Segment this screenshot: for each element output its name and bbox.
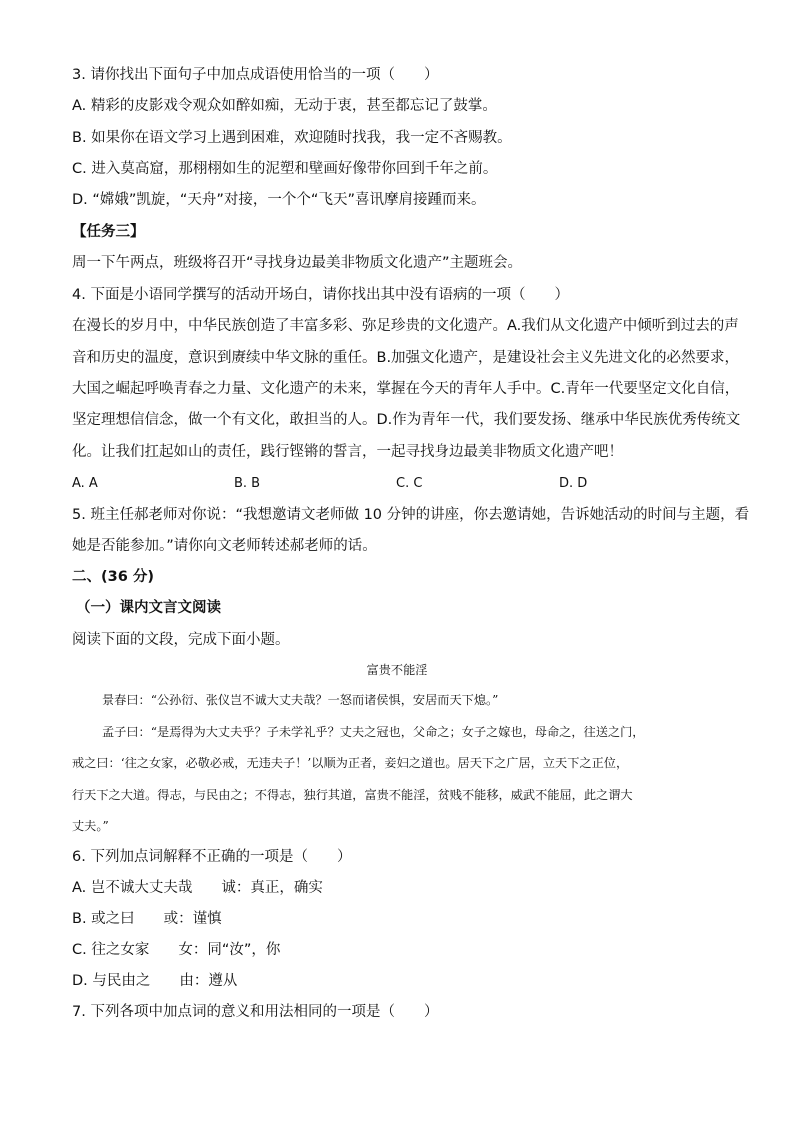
task-3-intro: 周一下午两点，班级将召开“寻找身边最美非物质文化遗产”主题班会。: [72, 255, 523, 271]
question-3-option-b: B. 如果你在语文学习上遇到困难，欢迎随时找我，我一定不吝赐教。: [72, 130, 512, 146]
passage-line: 丈夫。”: [72, 819, 109, 833]
question-3-stem: 3. 请你找出下面句子中加点成语使用恰当的一项（ ）: [72, 67, 439, 83]
question-5-line: 5. 班主任郝老师对你说：“我想邀请文老师做 10 分钟的讲座，你去邀请她，告诉她活动的时间与主题，看: [72, 507, 750, 523]
question-5-line: 她是否能参加。”请你向文老师转述郝老师的话。: [72, 538, 377, 554]
question-7-stem: 7. 下列各项中加点词的意义和用法相同的一项是（ ）: [72, 1004, 439, 1020]
question-6-option-b: B. 或之曰 或：谨慎: [72, 911, 222, 927]
question-4-choice-c: C. C: [396, 476, 423, 491]
question-4-passage-line: 音和历史的温度，意识到赓续中华文脉的重任。B.加强文化遗产，是建设社会主义先进文化的必然要求，: [72, 350, 740, 366]
question-3-option-d: D. “嫦娥”凯旋，“天舟”对接，一个个“飞天”喜讯摩肩接踵而来。: [72, 192, 486, 208]
question-4-passage-line: 大国之崛起呼唤青春之力量、文化遗产的未来，掌握在今天的青年人手中。C.青年一代要坚定文化自信，: [72, 381, 740, 397]
question-4-passage-line: 化。让我们扛起如山的责任，践行铿锵的誓言，一起寻找身边最美非物质文化遗产吧！: [72, 444, 623, 460]
question-3-option-a: A. 精彩的皮影戏令观众如醉如痴，无动于衷，甚至都忘记了鼓掌。: [72, 98, 497, 114]
question-6-option-d: D. 与民由之 由：遵从: [72, 973, 238, 989]
question-4-passage-line: 坚定理想信信念，做一个有文化，敢担当的人。D.作为青年一代，我们要发扬、继承中华民族优秀传统文: [72, 412, 741, 428]
question-4-choice-a: A. A: [72, 476, 98, 491]
question-6-stem: 6. 下列加点词解释不正确的一项是（ ）: [72, 849, 352, 865]
passage-line: 行天下之大道。得志，与民由之；不得志，独行其道，富贵不能淫，贫贱不能移，威武不能屈，此之谓大: [72, 788, 633, 802]
passage-line: 孟子曰：“是焉得为大丈夫乎？子未学礼乎？丈夫之冠也，父命之；女子之嫁也，母命之，往送之门，: [102, 725, 645, 739]
passage-line: 景春曰：“公孙衍、张仪岂不诚大丈夫哉？一怒而诸侯惧，安居而天下熄。”: [102, 693, 499, 707]
section-2-subheading: （一）课内文言文阅读: [76, 600, 221, 616]
passage-title: 富贵不能淫: [366, 663, 428, 677]
section-2-heading: 二、(36 分): [72, 569, 154, 585]
question-3-option-c: C. 进入莫高窟，那栩栩如生的泥塑和壁画好像带你回到千年之前。: [72, 161, 498, 177]
question-4-stem: 4. 下面是小语同学撰写的活动开场白，请你找出其中没有语病的一项（ ）: [72, 287, 569, 303]
question-4-choice-b: B. B: [234, 476, 261, 491]
section-2-instruction: 阅读下面的文段，完成下面小题。: [72, 632, 290, 648]
question-4-passage-line: 在漫长的岁月中，中华民族创造了丰富多彩、弥足珍贵的文化遗产。A.我们从文化遗产中倾听到过去的声: [72, 318, 739, 334]
passage-line: 戒之曰：‘往之女家，必敬必戒，无违夫子！’以顺为正者，妾妇之道也。居天下之广居，立天下之正位，: [72, 756, 629, 770]
question-4-choice-d: D. D: [559, 476, 588, 491]
question-6-option-a: A. 岂不诚大丈夫哉 诚：真正，确实: [72, 880, 323, 896]
task-3-heading: 【任务三】: [72, 224, 145, 240]
question-6-option-c: C. 往之女家 女：同“汝”，你: [72, 942, 281, 958]
question-4-choices: [72, 474, 732, 494]
